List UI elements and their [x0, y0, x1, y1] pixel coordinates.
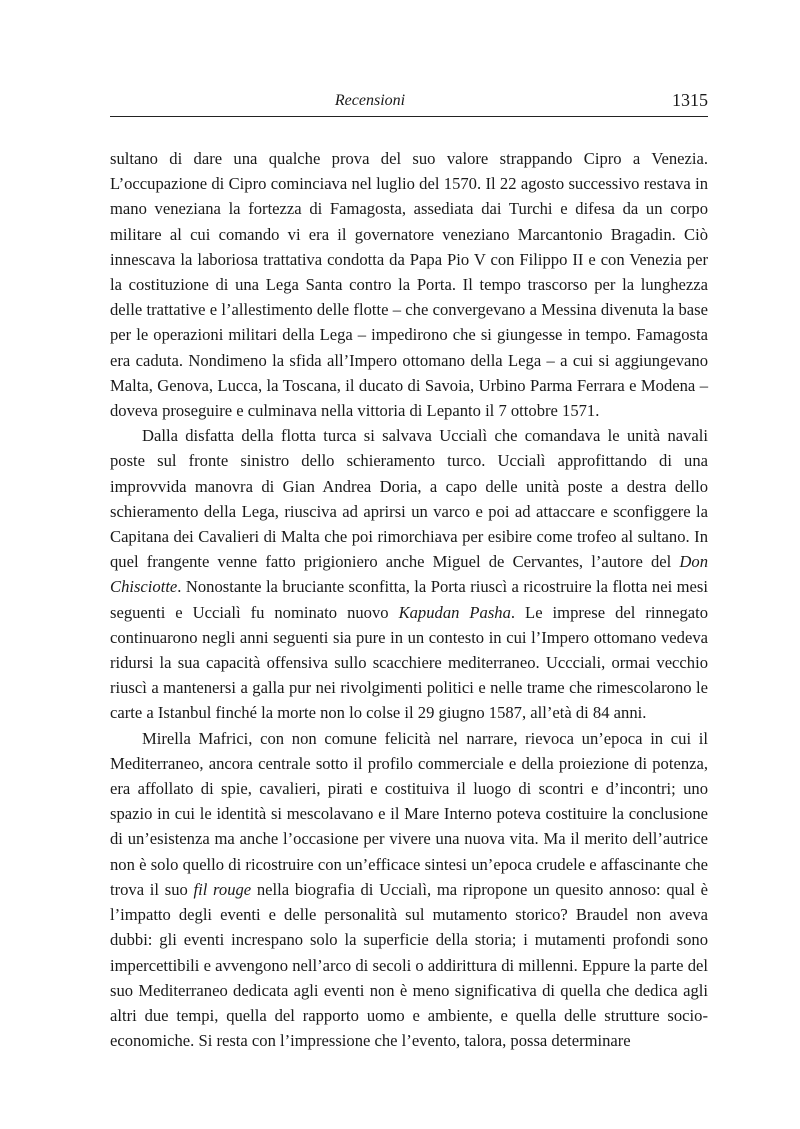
body-text	[110, 146, 708, 1053]
book-title-don-chisciotte: Don Chisciotte	[110, 552, 708, 597]
page-number: 1315	[672, 90, 708, 110]
phrase-fil-rouge: fil rouge	[193, 879, 252, 899]
text-segment: sultano di dare una qualche prova del suo valore strappando Cipro a Venezia. L’occupazione di Cipro cominciava nel luglio del 1570. Il 22 agosto successivo restava in mano veneziana la fortezza di Famagosta, assediata dai Turchi e difesa da un corpo militare al cui comando vi era il governatore veneziano Marcantonio Bragadin. Ciò innescava la laboriosa trattativa condotta da Papa Pio V con Filippo II e con Venezia per la costituzione di una Lega Santa contro la Porta. Il tempo trascorso per la lunghezza delle trattative e l’allestimento delle flotte – che convergevano a Messina divenuta la base per le operazioni militari della Lega – impedirono che si giungesse in tempo. Famagosta era caduta. Nondimeno la sfida all’Impero ottomano della Lega – a cui si aggiungevano Malta, Genova, Lucca, la Toscana, il ducato di Savoia, Urbino Parma Ferrara e Modena – doveva proseguire e culminava nella vittoria di Lepanto il 7 ottobre 1571.	[110, 149, 708, 421]
title-kapudan-pasha: Kapudan Pasha	[398, 602, 511, 622]
text-segment: Dalla disfatta della flotta turca si salvava Uccialì che comandava le unità navali poste sul fronte sinistro dello schieramento turco. Uccialì approfittando di una improvvida manovra di Gian Andrea Doria, a capo delle unità poste a destra dello schieramento della Lega, riusciva ad aprirsi un varco e poi ad attaccare e sconfiggere la Capitana dei Cavalieri di Malta che poi rimorchiava per esibire come trofeo al sultano. In quel frangente venne fatto prigioniero anche Miguel de Cervantes, l’autore del	[110, 426, 708, 572]
paragraph-3	[110, 726, 708, 1054]
running-title: Recensioni	[334, 92, 406, 109]
running-header	[110, 90, 708, 117]
text-segment: . Le imprese del rinnegato continuarono negli anni seguenti sia pure in un contesto in cui l’Impero ottomano vedeva ridursi la sua capacità offensiva sullo scacchiere mediterraneo. Uccciali, ormai vecchio riuscì a mantenersi a galla pur nei rivolgimenti politici e nelle trame che rimescolarono le carte a Istanbul finché la morte non lo colse il 29 giugno 1587, all’età di 84 anni.	[110, 602, 709, 723]
text-segment: . Nonostante la bruciante sconfitta, la Porta riuscì a ricostruire la flotta nei mesi seguenti e Uccialì fu nominato nuovo	[110, 577, 708, 622]
paragraph-2	[110, 423, 708, 725]
paragraph-1	[110, 146, 708, 423]
text-segment: nella biografia di Uccialì, ma ripropone un quesito annoso: qual è l’impatto degli eventi e delle personalità sul mutamento storico? Braudel non aveva dubbi: gli eventi increspano solo la superficie della storia; i mutamenti profondi sono impercettibili e avvengono nell’arco di secoli o addirittura di millenni. Eppure la parte del suo Mediterraneo dedicata agli eventi non è meno significativa di quella che dedica agli altri due tempi, quella del rapporto uomo e ambiente, e quella delle strutture socioeconomiche. Si resta con l’impressione che l’evento, talora, possa determinare	[110, 879, 709, 1051]
text-segment: Mirella Mafrici, con non comune felicità nel narrare, rievoca un’epoca in cui il Mediterraneo, ancora centrale sotto il profilo commerciale e della proiezione di potenza, era affollato di spie, cavalieri, pirati e costituiva il luogo di scontri e d’incontri; uno spazio in cui le identità si mescolavano e il Mare Interno poteva costituire la conclusione di un’esistenza ma anche l’occasione per vivere una nuova vita. Ma il merito dell’autrice non è solo quello di ricostruire con un’efficace sintesi un’epoca crudele e affascinante che trova il suo	[110, 728, 708, 899]
